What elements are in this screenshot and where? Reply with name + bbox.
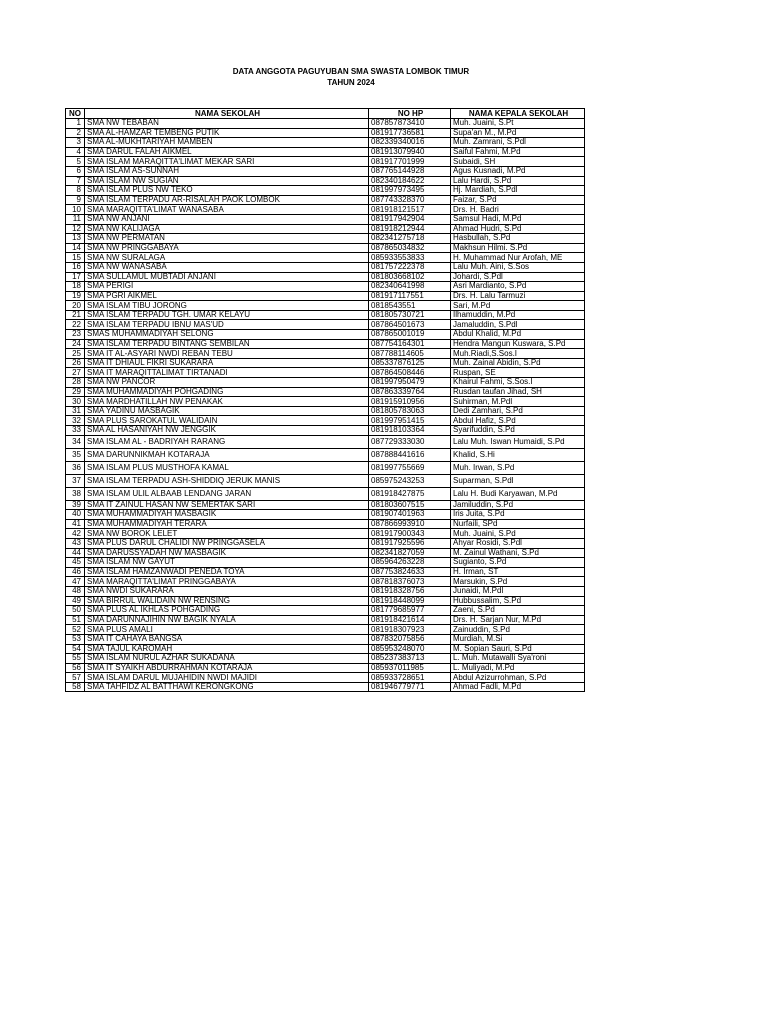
- cell-no: 6: [66, 166, 85, 176]
- cell-nama-kepala-sekolah: Ahyar Rosidi, S.Pdl: [451, 538, 585, 548]
- cell-no: 53: [66, 634, 85, 644]
- cell-nama-kepala-sekolah: Iris Juita, S.Pd: [451, 510, 585, 520]
- table-row: [66, 253, 585, 263]
- cell-no-hp: 085933553833: [369, 253, 451, 263]
- cell-nama-kepala-sekolah: Zainuddin, S.Pd: [451, 625, 585, 635]
- cell-nama-kepala-sekolah: Lalu H. Budi Karyawan, M.Pd: [451, 487, 585, 500]
- cell-nama-kepala-sekolah: Lalu Muh. Iswan Humaidi, S.Pd: [451, 435, 585, 448]
- cell-nama-sekolah: SMA SULLAMUL MUBTADI ANJANI: [85, 272, 369, 282]
- header-no: NO: [66, 109, 85, 119]
- table-row: [66, 461, 585, 474]
- cell-no-hp: 087888441616: [369, 448, 451, 461]
- table-row: [66, 644, 585, 654]
- cell-nama-kepala-sekolah: M. Zainul Wathani, S.Pd: [451, 548, 585, 558]
- cell-nama-kepala-sekolah: Junaidi, M.Pdl: [451, 586, 585, 596]
- cell-no-hp: 081757222378: [369, 262, 451, 272]
- cell-nama-sekolah: SMA YADINU MASBAGIK: [85, 406, 369, 416]
- cell-nama-kepala-sekolah: Muh. Zamrani, S.Pdl: [451, 138, 585, 148]
- table-row: [66, 606, 585, 616]
- cell-nama-kepala-sekolah: Lalu Muh. Aini, S.Sos: [451, 262, 585, 272]
- cell-nama-sekolah: SMA TAHFIDZ AL BATTHAWI KERONGKONG: [85, 682, 369, 692]
- cell-nama-kepala-sekolah: Ilhamuddin, M.Pd: [451, 310, 585, 320]
- table-row: [66, 519, 585, 529]
- table-row: [66, 673, 585, 683]
- cell-nama-sekolah: SMA MARAQITTA'LIMAT PRINGGABAYA: [85, 577, 369, 587]
- cell-nama-sekolah: SMA NW PRINGGABAYA: [85, 243, 369, 253]
- cell-nama-kepala-sekolah: Sari, M.Pd: [451, 301, 585, 311]
- cell-no-hp: 081915910956: [369, 397, 451, 407]
- table-row: [66, 262, 585, 272]
- cell-nama-sekolah: SMAS MUHAMMADIYAH SELONG: [85, 330, 369, 340]
- cell-nama-kepala-sekolah: L. Muh. Mutawalli Sya'roni: [451, 654, 585, 664]
- cell-nama-sekolah: SMA ISLAM HAMZANWADI PENEDA TOYA: [85, 567, 369, 577]
- cell-no: 5: [66, 157, 85, 167]
- cell-nama-sekolah: SMA DARUSSYADAH NW MASBAGIK: [85, 548, 369, 558]
- cell-no: 25: [66, 349, 85, 359]
- cell-nama-sekolah: SMA ISLAM TERPADU IBNU MAS'UD: [85, 320, 369, 330]
- cell-no-hp: 082340641998: [369, 282, 451, 292]
- cell-nama-kepala-sekolah: Suparman, S.Pdl: [451, 474, 585, 487]
- table-row: [66, 538, 585, 548]
- table-row: [66, 138, 585, 148]
- table-row: [66, 548, 585, 558]
- cell-nama-sekolah: SMA DARUL FALAH AIKMEL: [85, 147, 369, 157]
- cell-no: 56: [66, 663, 85, 673]
- cell-no-hp: 081917925596: [369, 538, 451, 548]
- cell-nama-sekolah: SMA PLUS AL IKHLAS POHGADING: [85, 606, 369, 616]
- document-subtitle: TAHUN 2024: [327, 78, 375, 87]
- cell-no-hp: 087754164301: [369, 339, 451, 349]
- table-row: [66, 243, 585, 253]
- cell-nama-sekolah: SMA NW BOROK LELET: [85, 529, 369, 539]
- cell-nama-sekolah: SMA PERIGI: [85, 282, 369, 292]
- cell-no-hp: 081917701999: [369, 157, 451, 167]
- cell-no: 37: [66, 474, 85, 487]
- cell-nama-kepala-sekolah: Hasbullah, S.Pd: [451, 234, 585, 244]
- cell-nama-kepala-sekolah: Johardi, S.Pdl: [451, 272, 585, 282]
- member-table: [65, 108, 585, 692]
- table-row: [66, 234, 585, 244]
- cell-nama-kepala-sekolah: Rusdan taufan Jihad, SH: [451, 387, 585, 397]
- cell-no: 11: [66, 214, 85, 224]
- cell-no: 23: [66, 330, 85, 340]
- cell-no-hp: 081913079940: [369, 147, 451, 157]
- cell-nama-sekolah: SMA IT CAHAYA BANGSA: [85, 634, 369, 644]
- cell-nama-kepala-sekolah: Asri Mardianto, S.Pd: [451, 282, 585, 292]
- cell-no-hp: 087864501673: [369, 320, 451, 330]
- cell-nama-sekolah: SMA IT DHIAUL FIKRI SUKARARA: [85, 358, 369, 368]
- cell-no-hp: 081917117551: [369, 291, 451, 301]
- cell-nama-kepala-sekolah: Drs. H. Sarjan Nur, M.Pd: [451, 615, 585, 625]
- cell-nama-kepala-sekolah: Hubbussalim, S.Pd: [451, 596, 585, 606]
- cell-no: 43: [66, 538, 85, 548]
- cell-nama-sekolah: SMA MUHAMMADIYAH POHGADING: [85, 387, 369, 397]
- cell-no: 26: [66, 358, 85, 368]
- cell-nama-kepala-sekolah: H. Irman, ST: [451, 567, 585, 577]
- cell-no: 10: [66, 205, 85, 215]
- cell-nama-kepala-sekolah: Drs. H. Lalu Tarmuzi: [451, 291, 585, 301]
- cell-no-hp: 085237383713: [369, 654, 451, 664]
- cell-no: 38: [66, 487, 85, 500]
- cell-no-hp: 081918427875: [369, 487, 451, 500]
- table-row: [66, 310, 585, 320]
- cell-nama-kepala-sekolah: Saiful Fahmi, M.Pd: [451, 147, 585, 157]
- cell-nama-kepala-sekolah: Ahmad Hudri, S.Pd: [451, 224, 585, 234]
- cell-no: 44: [66, 548, 85, 558]
- cell-no: 57: [66, 673, 85, 683]
- cell-nama-kepala-sekolah: Muh. Juaini, S.Pd: [451, 529, 585, 539]
- cell-nama-sekolah: SMA ISLAM TERPADU BINTANG SEMBILAN: [85, 339, 369, 349]
- table-row: [66, 558, 585, 568]
- cell-nama-kepala-sekolah: Ruspan, SE: [451, 368, 585, 378]
- cell-no-hp: 087832075856: [369, 634, 451, 644]
- table-row: [66, 224, 585, 234]
- table-row: [66, 272, 585, 282]
- cell-no-hp: 081997950479: [369, 378, 451, 388]
- cell-no: 39: [66, 500, 85, 510]
- cell-no: 3: [66, 138, 85, 148]
- cell-nama-kepala-sekolah: Muh. Juaini, S.Pt: [451, 119, 585, 129]
- cell-no-hp: 087865034832: [369, 243, 451, 253]
- table-row: [66, 214, 585, 224]
- cell-no-hp: 087863339764: [369, 387, 451, 397]
- cell-no-hp: 087765144928: [369, 166, 451, 176]
- cell-nama-kepala-sekolah: Muh.Riadi,S.Sos.I: [451, 349, 585, 359]
- cell-nama-kepala-sekolah: Muh. Zainal Abidin, S.Pd: [451, 358, 585, 368]
- cell-no: 22: [66, 320, 85, 330]
- cell-no: 21: [66, 310, 85, 320]
- cell-no: 12: [66, 224, 85, 234]
- cell-nama-sekolah: SMA PLUS SAROKATUL WALIDAIN: [85, 416, 369, 426]
- cell-nama-kepala-sekolah: Zaeni, S.Pd: [451, 606, 585, 616]
- cell-no-hp: 085964263228: [369, 558, 451, 568]
- cell-nama-kepala-sekolah: Murdiah, M.Si: [451, 634, 585, 644]
- table-row: [66, 186, 585, 196]
- table-row: [66, 448, 585, 461]
- cell-no-hp: 081803607515: [369, 500, 451, 510]
- cell-nama-sekolah: SMA ISLAM TIBU JORONG: [85, 301, 369, 311]
- cell-nama-kepala-sekolah: Faizar, S.Pd: [451, 195, 585, 205]
- table-row: [66, 176, 585, 186]
- cell-nama-kepala-sekolah: Jamaluddin, S.Pdl: [451, 320, 585, 330]
- cell-nama-kepala-sekolah: Supa'an M., M.Pd: [451, 128, 585, 138]
- cell-no: 20: [66, 301, 85, 311]
- cell-no: 52: [66, 625, 85, 635]
- cell-no-hp: 087753824633: [369, 567, 451, 577]
- cell-no-hp: 087743328370: [369, 195, 451, 205]
- header-no-hp: NO HP: [369, 109, 451, 119]
- table-header-row: [66, 109, 585, 119]
- cell-no: 15: [66, 253, 85, 263]
- cell-no: 19: [66, 291, 85, 301]
- cell-no-hp: 082341827059: [369, 548, 451, 558]
- cell-no-hp: 081918421614: [369, 615, 451, 625]
- cell-no-hp: 082340184622: [369, 176, 451, 186]
- cell-nama-sekolah: SMA PLUS AMALI: [85, 625, 369, 635]
- table-row: [66, 301, 585, 311]
- cell-no: 18: [66, 282, 85, 292]
- table-row: [66, 406, 585, 416]
- cell-no-hp: 081917736581: [369, 128, 451, 138]
- table-row: [66, 330, 585, 340]
- cell-nama-sekolah: SMA NW PANCOR: [85, 378, 369, 388]
- cell-nama-sekolah: SMA ISLAM AS-SUNNAH: [85, 166, 369, 176]
- cell-nama-sekolah: SMA ISLAM DARUL MUJAHIDIN NWDI MAJIDI: [85, 673, 369, 683]
- cell-nama-kepala-sekolah: L. Muliyadi, M.Pd: [451, 663, 585, 673]
- cell-no-hp: 081946779771: [369, 682, 451, 692]
- table-row: [66, 157, 585, 167]
- cell-no-hp: 087857873410: [369, 119, 451, 129]
- cell-no-hp: 087729333030: [369, 435, 451, 448]
- cell-no: 13: [66, 234, 85, 244]
- cell-no-hp: 081779685977: [369, 606, 451, 616]
- cell-no: 48: [66, 586, 85, 596]
- cell-no-hp: 081918328756: [369, 586, 451, 596]
- table-row: [66, 634, 585, 644]
- cell-nama-sekolah: SMA ISLAM AL - BADRIYAH RARANG: [85, 435, 369, 448]
- cell-no: 32: [66, 416, 85, 426]
- cell-nama-sekolah: SMA PGRI AIKMEL: [85, 291, 369, 301]
- cell-no: 17: [66, 272, 85, 282]
- cell-nama-kepala-sekolah: Khairul Fahmi, S.Sos.I: [451, 378, 585, 388]
- cell-no: 9: [66, 195, 85, 205]
- cell-nama-kepala-sekolah: Marsukin, S.Pd: [451, 577, 585, 587]
- cell-no-hp: 081805730721: [369, 310, 451, 320]
- cell-no-hp: 081997755669: [369, 461, 451, 474]
- cell-no: 16: [66, 262, 85, 272]
- cell-no-hp: 085937011985: [369, 663, 451, 673]
- cell-no-hp: 081918448099: [369, 596, 451, 606]
- cell-no-hp: 082341275718: [369, 234, 451, 244]
- cell-no-hp: 0818543551: [369, 301, 451, 311]
- cell-nama-sekolah: SMA NW TEBABAN: [85, 119, 369, 129]
- cell-nama-sekolah: SMA DARUNNAJIHIN NW BAGIK NYALA: [85, 615, 369, 625]
- cell-nama-kepala-sekolah: M. Sopian Sauri, S.Pd: [451, 644, 585, 654]
- cell-nama-sekolah: SMA TAJUL KAROMAH: [85, 644, 369, 654]
- cell-nama-sekolah: SMA ISLAM PLUS NW TEKO: [85, 186, 369, 196]
- cell-nama-kepala-sekolah: Ahmad Fadli, M.Pd: [451, 682, 585, 692]
- table-row: [66, 128, 585, 138]
- cell-no-hp: 081907401963: [369, 510, 451, 520]
- cell-no: 36: [66, 461, 85, 474]
- cell-nama-kepala-sekolah: Drs. H. Badri: [451, 205, 585, 215]
- cell-nama-sekolah: SMA MUHAMMADIYAH MASBAGIK: [85, 510, 369, 520]
- cell-no: 7: [66, 176, 85, 186]
- cell-nama-kepala-sekolah: Lalu Hardi, S.Pd: [451, 176, 585, 186]
- cell-nama-sekolah: SMA NW SURALAGA: [85, 253, 369, 263]
- cell-no: 14: [66, 243, 85, 253]
- table-row: [66, 339, 585, 349]
- cell-no-hp: 085953248070: [369, 644, 451, 654]
- cell-no: 1: [66, 119, 85, 129]
- table-row: [66, 596, 585, 606]
- cell-no: 29: [66, 387, 85, 397]
- cell-no-hp: 081917942904: [369, 214, 451, 224]
- table-row: [66, 435, 585, 448]
- table-row: [66, 166, 585, 176]
- header-nama-sekolah: NAMA SEKOLAH: [85, 109, 369, 119]
- cell-nama-sekolah: SMA ISLAM TERPADU TGH. UMAR KELAYU: [85, 310, 369, 320]
- cell-nama-sekolah: SMA NW WANASABA: [85, 262, 369, 272]
- cell-no: 28: [66, 378, 85, 388]
- cell-no: 27: [66, 368, 85, 378]
- cell-no-hp: 081917900343: [369, 529, 451, 539]
- cell-nama-kepala-sekolah: Syarifuddin, S.Pd: [451, 426, 585, 436]
- table-row: [66, 358, 585, 368]
- cell-nama-sekolah: SMA ISLAM TERPADU AR-RISALAH PAOK LOMBOK: [85, 195, 369, 205]
- cell-nama-kepala-sekolah: Jamiluddin, S.Pd: [451, 500, 585, 510]
- cell-nama-kepala-sekolah: Subaidi, SH: [451, 157, 585, 167]
- cell-nama-sekolah: SMA AL-MUKHTARIYAH MAMBEN: [85, 138, 369, 148]
- cell-no-hp: 085337876125: [369, 358, 451, 368]
- cell-no: 30: [66, 397, 85, 407]
- cell-no: 54: [66, 644, 85, 654]
- cell-no: 46: [66, 567, 85, 577]
- cell-nama-sekolah: SMA ISLAM TERPADU ASH-SHIDDIQ JERUK MANIS: [85, 474, 369, 487]
- cell-nama-sekolah: SMA PLUS DARUL CHALIDI NW PRINGGASELA: [85, 538, 369, 548]
- cell-no: 33: [66, 426, 85, 436]
- cell-no-hp: 087866993910: [369, 519, 451, 529]
- table-row: [66, 387, 585, 397]
- table-row: [66, 529, 585, 539]
- table-row: [66, 500, 585, 510]
- cell-no-hp: 081997973495: [369, 186, 451, 196]
- cell-nama-kepala-sekolah: Nurfaili, SPd: [451, 519, 585, 529]
- cell-no: 58: [66, 682, 85, 692]
- cell-no: 42: [66, 529, 85, 539]
- cell-nama-sekolah: SMA IT ZAINUL HASAN NW SEMERTAK SARI: [85, 500, 369, 510]
- cell-nama-sekolah: SMA BIRRUL WALIDAIN NW RENSING: [85, 596, 369, 606]
- cell-no: 55: [66, 654, 85, 664]
- cell-nama-kepala-sekolah: Abdul Azizurrohman, S.Pd: [451, 673, 585, 683]
- table-row: [66, 474, 585, 487]
- cell-no-hp: 087865001019: [369, 330, 451, 340]
- cell-nama-sekolah: SMA MARAQITTA'LIMAT WANASABA: [85, 205, 369, 215]
- cell-no-hp: 082339340016: [369, 138, 451, 148]
- table-row: [66, 397, 585, 407]
- cell-no: 41: [66, 519, 85, 529]
- table-row: [66, 510, 585, 520]
- cell-nama-sekolah: SMA ISLAM NW SUGIAN: [85, 176, 369, 186]
- cell-nama-kepala-sekolah: Makhsun Hilmi. S.Pd: [451, 243, 585, 253]
- table-body: [66, 119, 585, 692]
- cell-no: 45: [66, 558, 85, 568]
- cell-no-hp: 081997951415: [369, 416, 451, 426]
- cell-nama-kepala-sekolah: Samsul Hadi, M.Pd: [451, 214, 585, 224]
- cell-nama-sekolah: SMA MARDHATILLAH NW PENAKAK: [85, 397, 369, 407]
- cell-no: 24: [66, 339, 85, 349]
- table-row: [66, 586, 585, 596]
- cell-no: 40: [66, 510, 85, 520]
- cell-no-hp: 085933728651: [369, 673, 451, 683]
- cell-no-hp: 081918121517: [369, 205, 451, 215]
- cell-nama-sekolah: SMA ISLAM PLUS MUSTHOFA KAMAL: [85, 461, 369, 474]
- cell-no-hp: 087864508446: [369, 368, 451, 378]
- cell-nama-kepala-sekolah: Abdul Khalid, M.Pd: [451, 330, 585, 340]
- cell-nama-sekolah: SMA AL HASANIYAH NW JENGGIK: [85, 426, 369, 436]
- cell-nama-sekolah: SMA NW ANJANI: [85, 214, 369, 224]
- table-row: [66, 416, 585, 426]
- cell-no-hp: 085975243253: [369, 474, 451, 487]
- cell-no-hp: 081918307923: [369, 625, 451, 635]
- cell-no: 50: [66, 606, 85, 616]
- table-row: [66, 567, 585, 577]
- cell-no-hp: 087818376073: [369, 577, 451, 587]
- cell-no: 8: [66, 186, 85, 196]
- table-row: [66, 682, 585, 692]
- cell-nama-sekolah: SMA DARUNNIKMAH KOTARAJA: [85, 448, 369, 461]
- table-row: [66, 291, 585, 301]
- cell-nama-kepala-sekolah: Muh. Irwan, S.Pd: [451, 461, 585, 474]
- cell-nama-sekolah: SMA IT MARAQITTALIMAT TIRTANADI: [85, 368, 369, 378]
- cell-nama-kepala-sekolah: Khalid, S.Hi: [451, 448, 585, 461]
- table-row: [66, 195, 585, 205]
- table-row: [66, 654, 585, 664]
- table-row: [66, 625, 585, 635]
- cell-no-hp: 081918103364: [369, 426, 451, 436]
- cell-nama-kepala-sekolah: Dedi Zamhari, S.Pd: [451, 406, 585, 416]
- cell-no: 49: [66, 596, 85, 606]
- cell-nama-sekolah: SMA ISLAM NURUL AZHAR SUKADANA: [85, 654, 369, 664]
- cell-no: 51: [66, 615, 85, 625]
- cell-no-hp: 081918212944: [369, 224, 451, 234]
- cell-nama-sekolah: SMA AL-HAMZAR TEMBENG PUTIK: [85, 128, 369, 138]
- table-row: [66, 119, 585, 129]
- table-row: [66, 349, 585, 359]
- table-row: [66, 282, 585, 292]
- cell-nama-kepala-sekolah: Sugianto, S.Pd: [451, 558, 585, 568]
- table-row: [66, 487, 585, 500]
- table-row: [66, 426, 585, 436]
- cell-nama-sekolah: SMA NW PERMATAN: [85, 234, 369, 244]
- cell-no: 47: [66, 577, 85, 587]
- cell-nama-sekolah: SMA IT SYAIKH ABDURRAHMAN KOTARAJA: [85, 663, 369, 673]
- cell-nama-kepala-sekolah: H. Muhammad Nur Arofah, ME: [451, 253, 585, 263]
- cell-no: 35: [66, 448, 85, 461]
- cell-nama-sekolah: SMA NW KALIJAGA: [85, 224, 369, 234]
- cell-nama-kepala-sekolah: Hendra Mangun Kuswara, S.Pd: [451, 339, 585, 349]
- cell-nama-sekolah: SMA IT AL-ASYARI NWDI REBAN TEBU: [85, 349, 369, 359]
- cell-nama-kepala-sekolah: Suhirman, M.Pdl: [451, 397, 585, 407]
- table-row: [66, 663, 585, 673]
- table-row: [66, 368, 585, 378]
- cell-no: 31: [66, 406, 85, 416]
- cell-no: 4: [66, 147, 85, 157]
- table-row: [66, 205, 585, 215]
- cell-no-hp: 081803668102: [369, 272, 451, 282]
- cell-nama-sekolah: SMA ISLAM NW GAYUT: [85, 558, 369, 568]
- table-row: [66, 577, 585, 587]
- cell-nama-kepala-sekolah: Hj. Mardiah, S.Pdl: [451, 186, 585, 196]
- cell-nama-kepala-sekolah: Abdul Hafiz, S.Pd: [451, 416, 585, 426]
- cell-no: 2: [66, 128, 85, 138]
- table-row: [66, 378, 585, 388]
- cell-no-hp: 087788114605: [369, 349, 451, 359]
- table-row: [66, 320, 585, 330]
- cell-nama-sekolah: SMA MUHAMMADIYAH TERARA: [85, 519, 369, 529]
- header-nama-kepala-sekolah: NAMA KEPALA SEKOLAH: [451, 109, 585, 119]
- document-title: DATA ANGGOTA PAGUYUBAN SMA SWASTA LOMBOK TIMUR: [232, 67, 470, 76]
- table-row: [66, 615, 585, 625]
- cell-nama-sekolah: SMA ISLAM ULIL ALBAAB LENDANG JARAN: [85, 487, 369, 500]
- table-row: [66, 147, 585, 157]
- cell-nama-kepala-sekolah: Agus Kusnadi, M.Pd: [451, 166, 585, 176]
- cell-no-hp: 081805783063: [369, 406, 451, 416]
- cell-nama-sekolah: SMA ISLAM MARAQITTA'LIMAT MEKAR SARI: [85, 157, 369, 167]
- cell-no: 34: [66, 435, 85, 448]
- cell-nama-sekolah: SMA NWDI SUKARARA: [85, 586, 369, 596]
